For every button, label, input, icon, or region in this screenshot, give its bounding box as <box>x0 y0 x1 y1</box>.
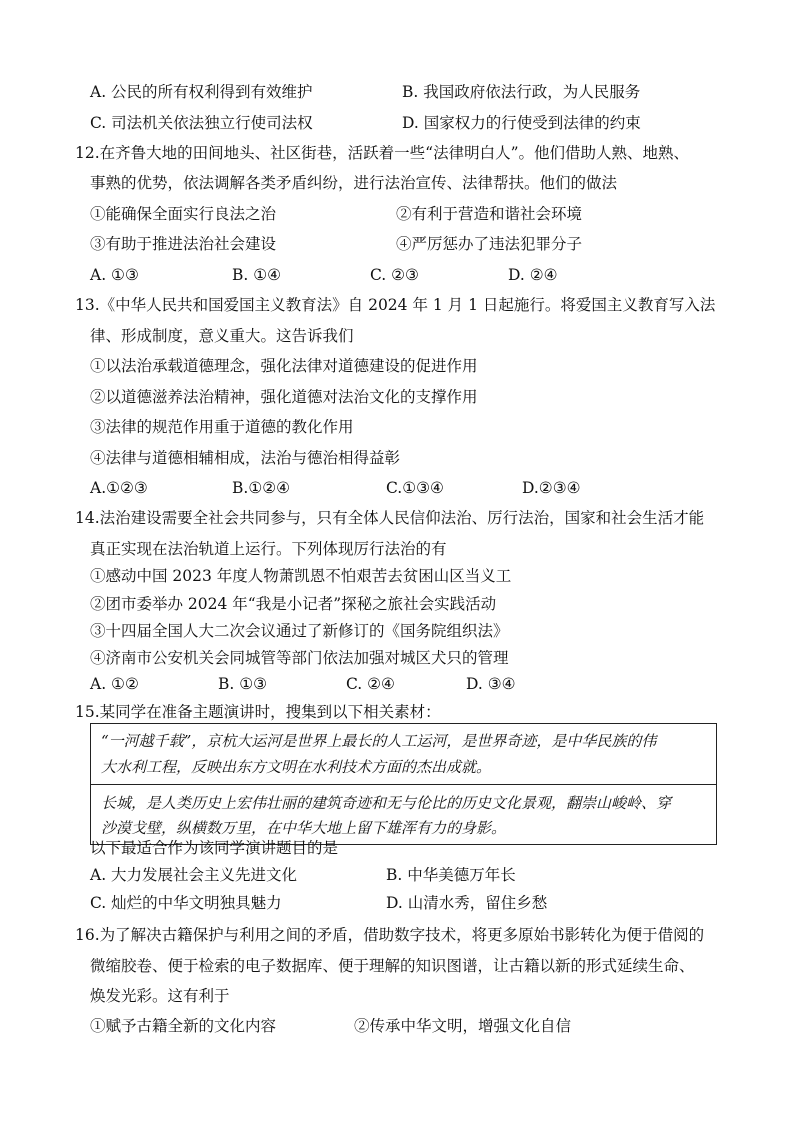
q15-material-2-line-1: 长城，是人类历史上宏伟壮丽的建筑奇迹和无与伦比的历史文化景观，翻崇山峻岭、穿 <box>101 794 672 812</box>
q15-material-1-line-1: “一河越千载”，京杭大运河是世界上最长的人工运河，是世界奇迹，是中华民族的伟 <box>101 732 657 750</box>
q15-material-1-line-2: 大水利工程，反映出东方文明在水利技术方面的杰出成就。 <box>101 758 492 776</box>
q12-option-b: B. ①④ <box>232 266 282 284</box>
q12-statement-2: ②有利于营造和谐社会环境 <box>396 205 583 223</box>
q13-option-d: D.②③④ <box>522 479 581 497</box>
q13-stem-line-1: 13.《中华人民共和国爱国主义教育法》自 2024 年 1 月 1 日起施行。将爱国主义教育写入法 <box>75 296 716 314</box>
q12-option-a: A. ①③ <box>90 266 139 284</box>
q12-stem-line-1: 12.在齐鲁大地的田间地头、社区街巷，活跃着一些“法律明白人”。他们借助人熟、地熟、 <box>75 144 690 162</box>
q16-statement-2: ②传承中华文明，增强文化自信 <box>354 1017 572 1035</box>
q16-stem-line-2: 微缩胶卷、便于检索的电子数据库、便于理解的知识图谱，让古籍以新的形式延续生命、 <box>90 957 695 975</box>
q14-option-c: C. ②④ <box>346 675 395 693</box>
q11-option-b: B. 我国政府依法行政，为人民服务 <box>402 83 641 101</box>
q13-stem-line-2: 律、形成制度，意义重大。这告诉我们 <box>90 327 354 345</box>
q14-statement-2: ②团市委举办 2024 年“我是小记者”探秘之旅社会实践活动 <box>90 595 497 613</box>
q12-statement-3: ③有助于推进法治社会建设 <box>90 235 277 253</box>
q11-option-a: A. 公民的所有权利得到有效维护 <box>90 83 313 101</box>
q15-material-2-line-2: 沙漠戈壁，纵横数万里，在中华大地上留下雄浑有力的身影。 <box>101 819 507 837</box>
q14-option-d: D. ③④ <box>466 675 516 693</box>
q14-statement-3: ③十四届全国人大二次会议通过了新修订的《国务院组织法》 <box>90 622 509 640</box>
q13-option-b: B.①②④ <box>232 479 291 497</box>
q11-option-d: D. 国家权力的行使受到法律的约束 <box>402 114 641 132</box>
q15-option-d: D. 山清水秀，留住乡愁 <box>386 894 548 912</box>
q13-option-c: C.①③④ <box>386 479 444 497</box>
q12-statement-4: ④严厉惩办了违法犯罪分子 <box>396 235 583 253</box>
q14-statement-4: ④济南市公安机关会同城管等部门依法加强对城区犬只的管理 <box>90 649 509 667</box>
q14-statement-1: ①感动中国 2023 年度人物萧凯恩不怕艰苦去贫困山区当义工 <box>90 567 512 585</box>
q16-statement-1: ①赋予古籍全新的文化内容 <box>90 1017 277 1035</box>
q12-statement-1: ①能确保全面实行良法之治 <box>90 205 277 223</box>
q15-option-c: C. 灿烂的中华文明独具魅力 <box>90 894 282 912</box>
q14-option-a: A. ①② <box>90 675 139 693</box>
q15-stem: 15.某同学在准备主题演讲时，搜集到以下相关素材： <box>75 703 441 721</box>
q15-material-box <box>90 723 717 845</box>
q13-option-a: A.①②③ <box>90 479 148 497</box>
q15-question: 以下最适合作为该同学演讲题目的是 <box>90 839 339 857</box>
q13-statement-4: ④法律与道德相辅相成，法治与德治相得益彰 <box>90 449 401 467</box>
q13-statement-1: ①以法治承载道德理念，强化法律对道德建设的促进作用 <box>90 357 478 375</box>
q15-material-1 <box>91 724 716 784</box>
q11-option-c: C. 司法机关依法独立行使司法权 <box>90 114 313 132</box>
q15-material-2 <box>91 784 716 844</box>
q12-stem-line-2: 事熟的优势，依法调解各类矛盾纠纷，进行法治宣传、法律帮扶。他们的做法 <box>90 174 618 192</box>
q14-option-b: B. ①③ <box>218 675 268 693</box>
q14-stem-line-1: 14.法治建设需要全社会共同参与，只有全体人民信仰法治、厉行法治，国家和社会生活才能 <box>75 509 705 527</box>
q13-statement-3: ③法律的规范作用重于道德的教化作用 <box>90 418 354 436</box>
q15-option-b: B. 中华美德万年长 <box>386 866 516 884</box>
q13-statement-2: ②以道德滋养法治精神，强化道德对法治文化的支撑作用 <box>90 388 478 406</box>
q16-stem-line-3: 焕发光彩。这有利于 <box>90 987 230 1005</box>
q12-option-d: D. ②④ <box>508 266 558 284</box>
q14-stem-line-2: 真正实现在法治轨道上运行。下列体现厉行法治的有 <box>90 540 447 558</box>
q15-option-a: A. 大力发展社会主义先进文化 <box>90 866 298 884</box>
q16-stem-line-1: 16.为了解决古籍保护与利用之间的矛盾，借助数字技术，将更多原始书影转化为便于借阅的 <box>75 926 705 944</box>
q12-option-c: C. ②③ <box>370 266 419 284</box>
